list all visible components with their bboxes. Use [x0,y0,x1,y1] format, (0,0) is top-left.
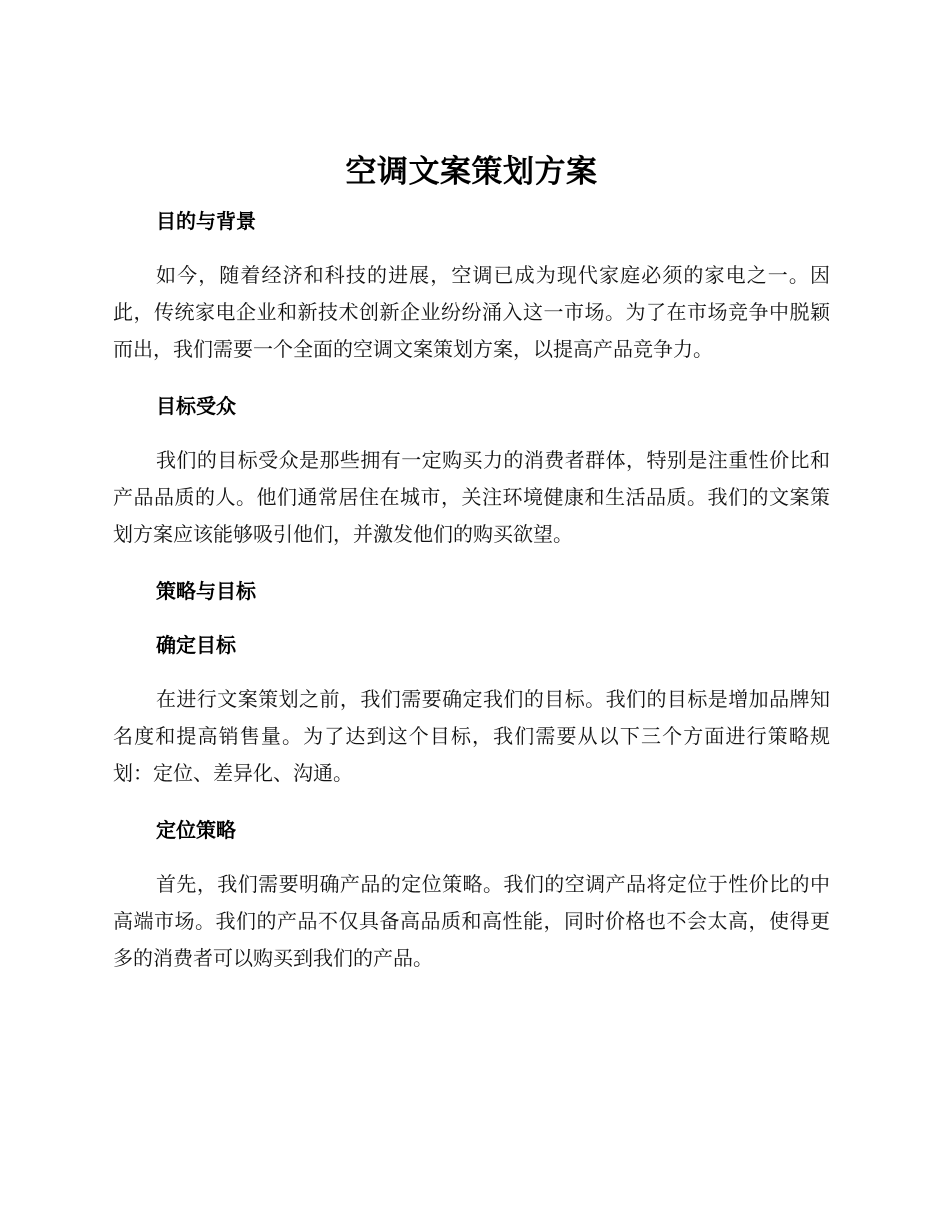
section-heading-target-audience: 目标受众 [156,394,236,418]
paragraph-purpose-background: 如今，随着经济和科技的进展，空调已成为现代家庭必须的家电之一。因此，传统家电企业和新技术创新企业纷纷涌入这一市场。为了在市场竞争中脱颖而出，我们需要一个全面的空调文案策划方案，以提高产品竞争力。 [113,263,830,361]
paragraph-positioning-strategy: 首先，我们需要明确产品的定位策略。我们的空调产品将定位于性价比的中高端市场。我们的产品不仅具备高品质和高性能，同时价格也不会太高，使得更多的消费者可以购买到我们的产品。 [113,872,830,970]
section-heading-define-goals: 确定目标 [156,633,236,657]
section-heading-positioning-strategy: 定位策略 [156,818,236,842]
paragraph-target-audience: 我们的目标受众是那些拥有一定购买力的消费者群体，特别是注重性价比和产品品质的人。他们通常居住在城市，关注环境健康和生活品质。我们的文案策划方案应该能够吸引他们，并激发他们的购买欲望。 [113,448,830,546]
section-heading-strategy-goals: 策略与目标 [156,579,256,603]
section-heading-purpose-background: 目的与背景 [156,209,256,233]
document-title: 空调文案策划方案 [345,154,598,190]
paragraph-define-goals: 在进行文案策划之前，我们需要确定我们的目标。我们的目标是增加品牌知名度和提高销售量。为了达到这个目标，我们需要从以下三个方面进行策略规划：定位、差异化、沟通。 [113,687,830,785]
